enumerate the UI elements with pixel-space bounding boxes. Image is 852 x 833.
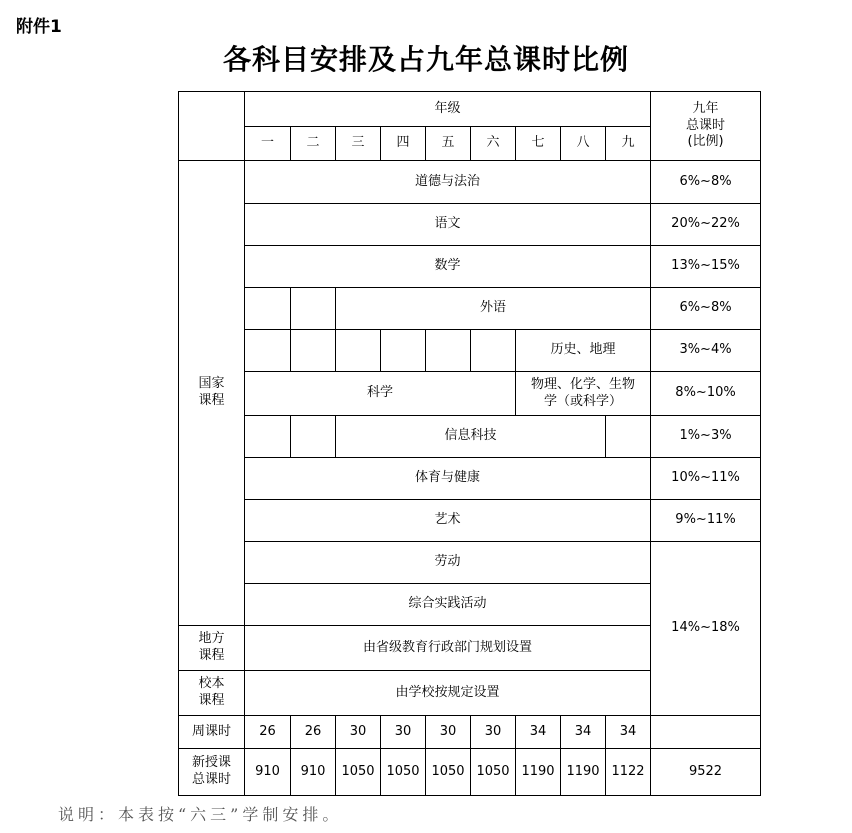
empty-cell	[245, 288, 291, 330]
table-row	[179, 204, 761, 246]
weekly-hours-cell: 26	[291, 716, 336, 749]
corner-cell	[179, 92, 245, 161]
new-hours-cell: 1122	[606, 749, 651, 796]
table-row	[179, 416, 761, 458]
table-row	[179, 330, 761, 372]
ratio-art: 9%~11%	[651, 500, 761, 542]
new-hours-cell: 1050	[381, 749, 426, 796]
empty-cell	[291, 330, 336, 372]
table-row	[179, 372, 761, 416]
ratio-flexible: 14%~18%	[651, 542, 761, 716]
grade-header: 年级	[245, 92, 651, 127]
subject-history-geo: 历史、地理	[516, 330, 651, 372]
weekly-hours-cell: 30	[336, 716, 381, 749]
subject-chinese: 语文	[245, 204, 651, 246]
new-hours-total: 9522	[651, 749, 761, 796]
subject-art: 艺术	[245, 500, 651, 542]
table-row	[179, 716, 761, 749]
table-row	[179, 500, 761, 542]
weekly-hours-cell: 30	[471, 716, 516, 749]
grade-cell: 四	[381, 127, 426, 161]
page-title: 各科目安排及占九年总课时比例	[222, 43, 629, 76]
grade-cell: 八	[561, 127, 606, 161]
new-hours-cell: 1190	[561, 749, 606, 796]
table-row	[179, 749, 761, 796]
weekly-hours-cell: 26	[245, 716, 291, 749]
new-hours-label: 新授课 总课时	[179, 749, 245, 796]
weekly-hours-cell: 34	[606, 716, 651, 749]
table-row	[179, 288, 761, 330]
empty-cell	[381, 330, 426, 372]
subject-it: 信息科技	[336, 416, 606, 458]
subject-phys-chem-bio: 物理、化学、生物 学（或科学）	[516, 372, 651, 416]
attachment-label: 附件1	[16, 17, 62, 37]
subject-pe: 体育与健康	[245, 458, 651, 500]
local-course-label: 地方 课程	[179, 626, 245, 671]
weekly-hours-cell: 34	[516, 716, 561, 749]
table-row	[179, 161, 761, 204]
subject-foreign: 外语	[336, 288, 651, 330]
empty-cell	[291, 288, 336, 330]
ratio-math: 13%~15%	[651, 246, 761, 288]
empty-cell	[426, 330, 471, 372]
local-course-setting: 由省级教育行政部门规划设置	[245, 626, 651, 671]
ratio-pe: 10%~11%	[651, 458, 761, 500]
subject-practice: 综合实践活动	[245, 584, 651, 626]
weekly-hours-cell: 30	[426, 716, 471, 749]
grade-cell: 五	[426, 127, 471, 161]
curriculum-table	[178, 91, 761, 796]
empty-cell	[471, 330, 516, 372]
subject-morality: 道德与法治	[245, 161, 651, 204]
footnote: 说明：本表按“六三”学制安排。	[58, 805, 343, 824]
ratio-science: 8%~10%	[651, 372, 761, 416]
new-hours-cell: 910	[291, 749, 336, 796]
new-hours-cell: 1050	[336, 749, 381, 796]
table-row	[179, 458, 761, 500]
empty-cell	[606, 416, 651, 458]
empty-cell	[291, 416, 336, 458]
grade-cell: 六	[471, 127, 516, 161]
ratio-morality: 6%~8%	[651, 161, 761, 204]
new-hours-cell: 910	[245, 749, 291, 796]
school-course-label: 校本 课程	[179, 671, 245, 716]
ratio-history-geo: 3%~4%	[651, 330, 761, 372]
ratio-foreign: 6%~8%	[651, 288, 761, 330]
ratio-chinese: 20%~22%	[651, 204, 761, 246]
empty-cell	[245, 330, 291, 372]
new-hours-cell: 1050	[426, 749, 471, 796]
ratio-it: 1%~3%	[651, 416, 761, 458]
subject-math: 数学	[245, 246, 651, 288]
subject-labor: 劳动	[245, 542, 651, 584]
national-course-label: 国家 课程	[179, 161, 245, 626]
grade-cell: 七	[516, 127, 561, 161]
grade-cell: 九	[606, 127, 651, 161]
empty-cell	[245, 416, 291, 458]
weekly-hours-cell: 30	[381, 716, 426, 749]
grade-cell: 二	[291, 127, 336, 161]
empty-cell	[336, 330, 381, 372]
grade-cell: 一	[245, 127, 291, 161]
new-hours-cell: 1050	[471, 749, 516, 796]
table-row	[179, 246, 761, 288]
table-row	[179, 92, 761, 127]
empty-cell	[651, 716, 761, 749]
school-course-setting: 由学校按规定设置	[245, 671, 651, 716]
weekly-hours-cell: 34	[561, 716, 606, 749]
ratio-header: 九年 总课时 (比例)	[651, 92, 761, 161]
grade-cell: 三	[336, 127, 381, 161]
table-row	[179, 542, 761, 584]
subject-science: 科学	[245, 372, 516, 416]
new-hours-cell: 1190	[516, 749, 561, 796]
weekly-hours-label: 周课时	[179, 716, 245, 749]
